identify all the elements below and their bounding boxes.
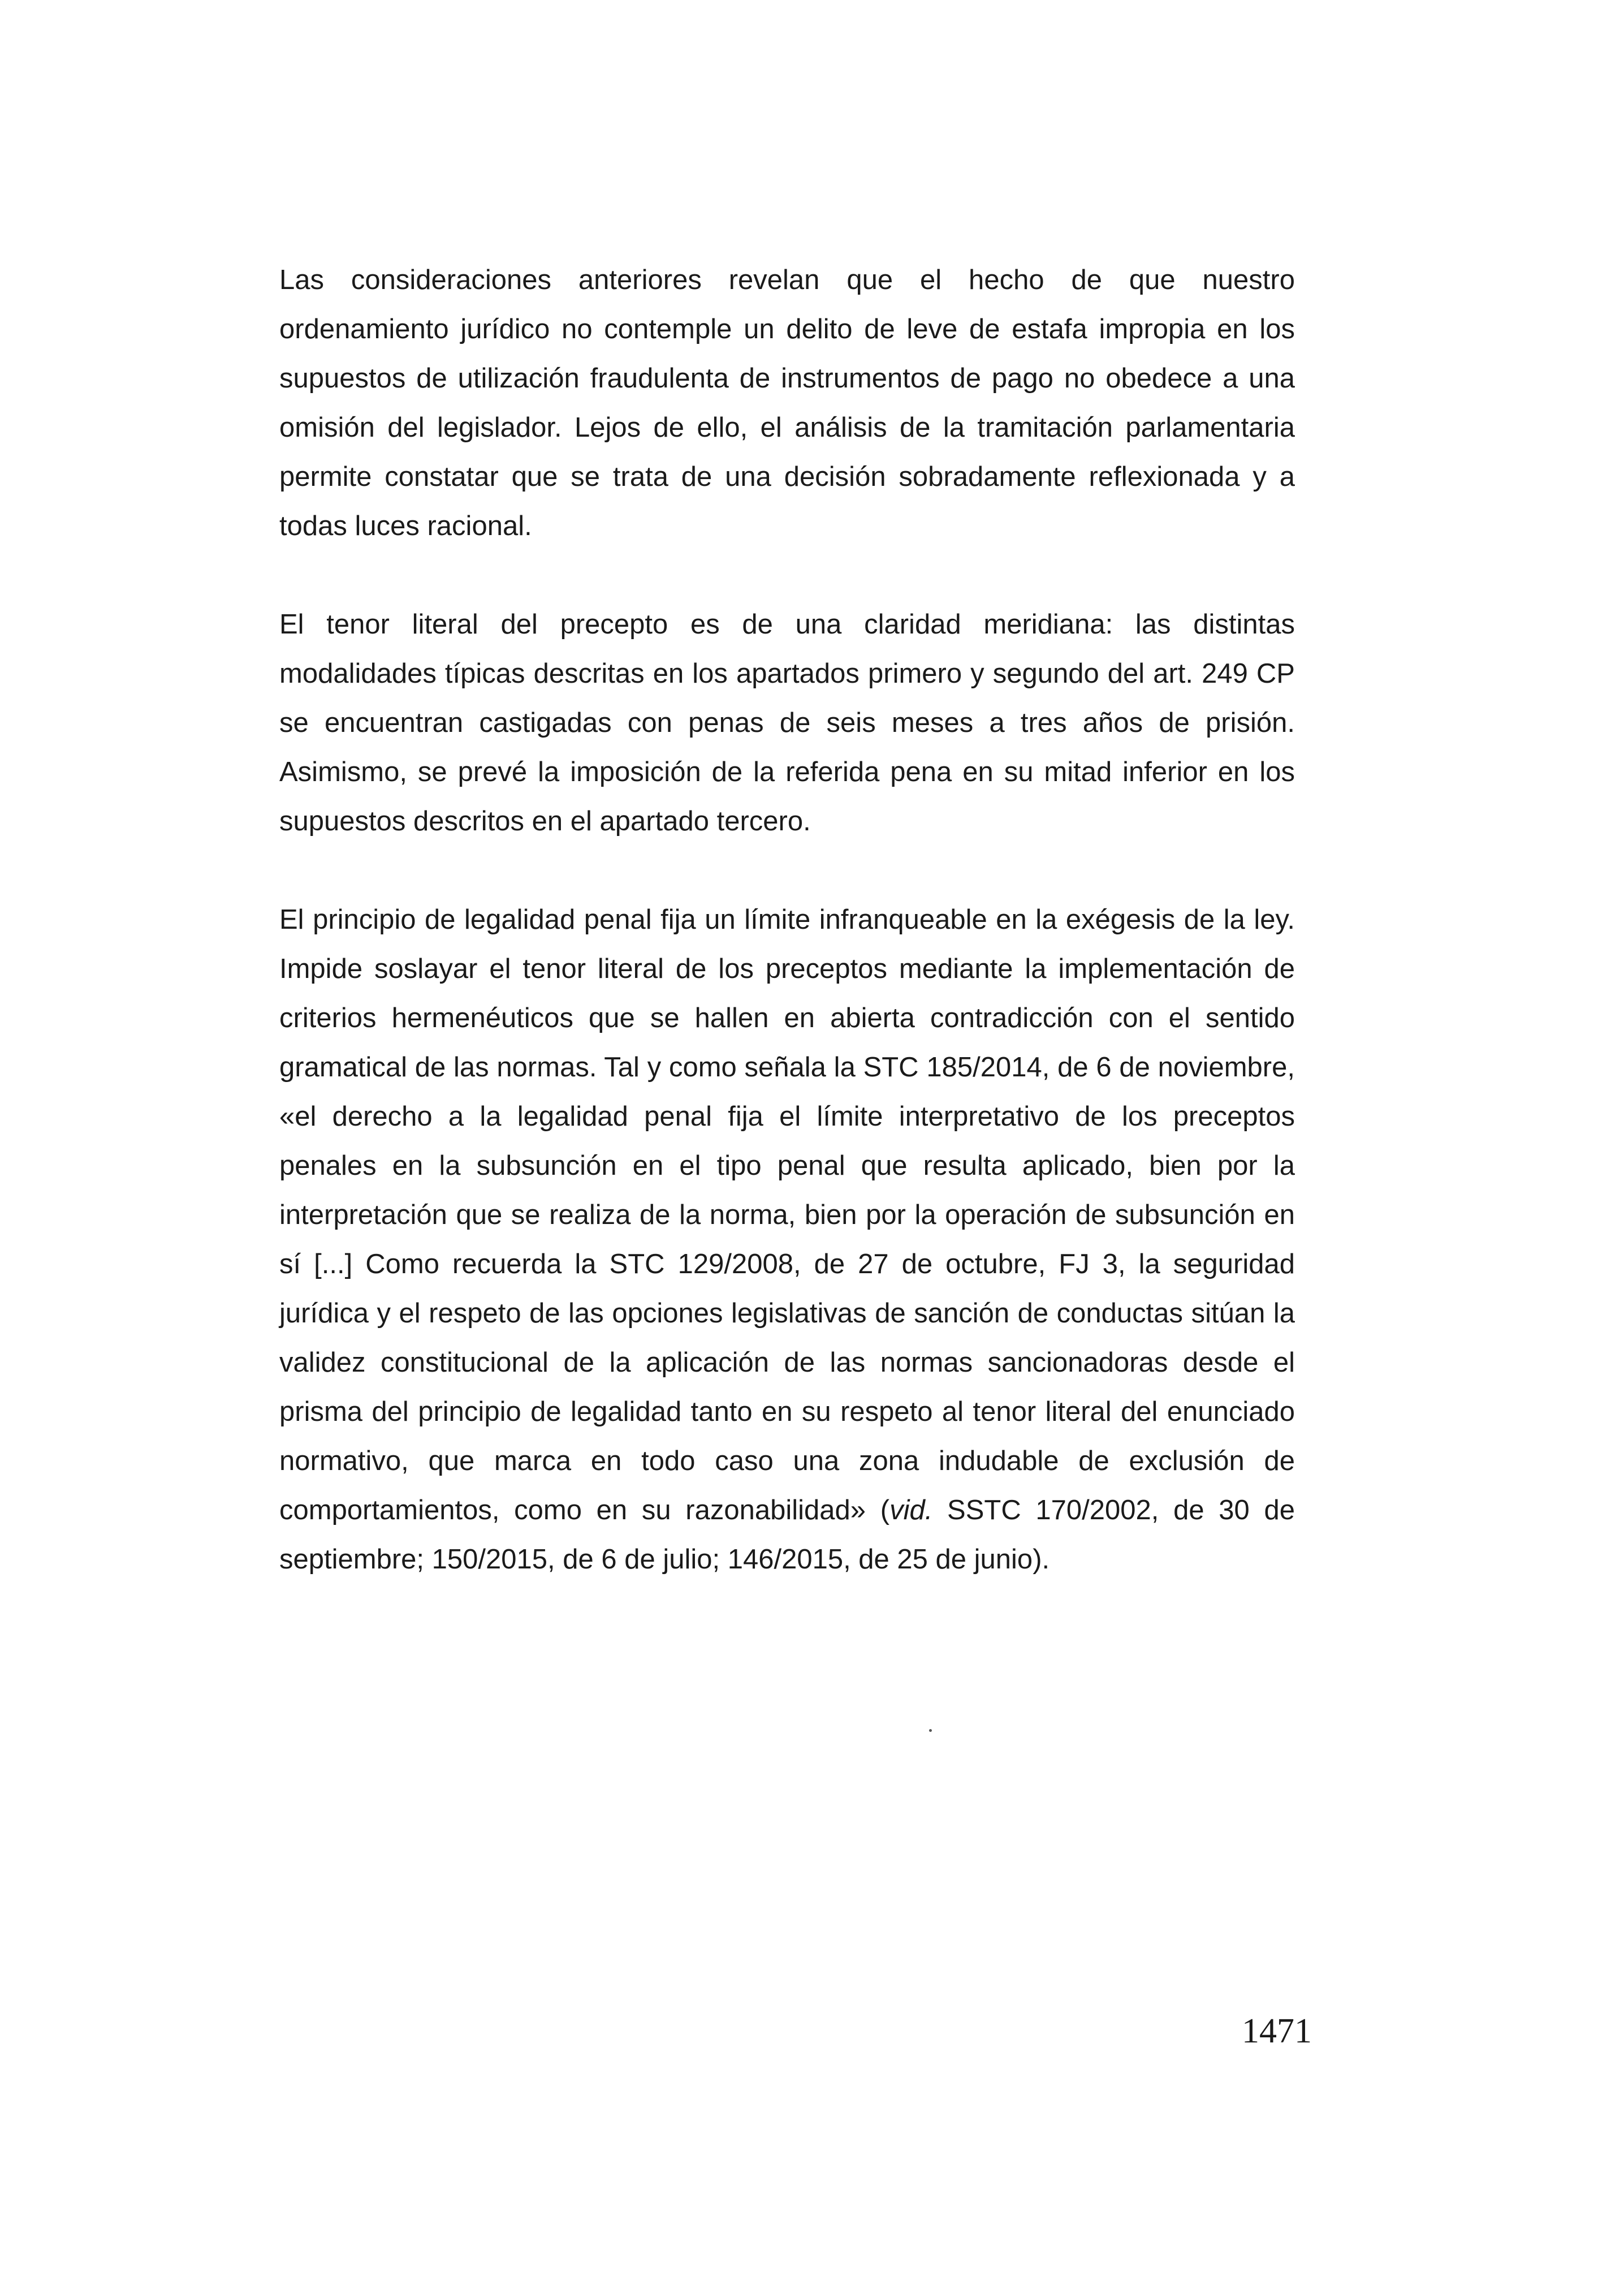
paragraph-3-main-text: El principio de legalidad penal fija un límite infranqueable en la exégesis de la ley. Impide soslayar el tenor literal de los preceptos mediante la implementación de criterios hermenéuticos que se hallen en abierta contradicción con el sentido gramatical de las normas. Tal y como señala la STC 185/2014, de 6 de noviembre, «el derecho a la legalidad penal fija el límite interpretativo de los preceptos penales en la subsunción en el tipo penal que resulta aplicado, bien por la interpretación que se realiza de la norma, bien por la operación de subsunción en sí [...] Como recuerda la STC 129/2008, de 27 de octubre, FJ 3, la seguridad jurídica y el respeto de las opciones legislativas de sanción de conductas sitúan la validez constitucional de la aplicación de las normas sancionadoras desde el prisma del principio de legalidad tanto en su respeto al tenor literal del enunciado normativo, que marca en todo caso una zona indudable de exclusión de comportamientos, como en su razonabilidad» (	[279, 904, 1295, 1525]
paragraph-2: El tenor literal del precepto es de una claridad meridiana: las distintas modalidades típicas descritas en los apartados primero y segundo del art. 249 CP se encuentran castigadas con penas de seis meses a tres años de prisión. Asimismo, se prevé la imposición de la referida pena en su mitad inferior en los supuestos descritos en el apartado tercero.	[279, 609, 1295, 837]
paragraph-1: Las consideraciones anteriores revelan que el hecho de que nuestro ordenamiento jurídico no contemple un delito de leve de estafa impropia en los supuestos de utilización fraudulenta de instrumentos de pago no obedece a una omisión del legislador. Lejos de ello, el análisis de la tramitación parlamentaria permite constatar que se trata de una decisión sobradamente reflexionada y a todas luces racional.	[279, 265, 1295, 541]
scan-speck	[929, 1729, 932, 1732]
paragraph-3	[279, 895, 1295, 1584]
paragraph-3-italic-vid: vid.	[889, 1495, 933, 1525]
page-number: 1471	[1242, 2012, 1312, 2050]
paragraph-3-citations: SSTC 170/2002, de 30 de septiembre; 150/2015, de 6 de julio; 146/2015, de 25 de junio).	[279, 1495, 1295, 1575]
body-text	[279, 256, 1295, 1584]
